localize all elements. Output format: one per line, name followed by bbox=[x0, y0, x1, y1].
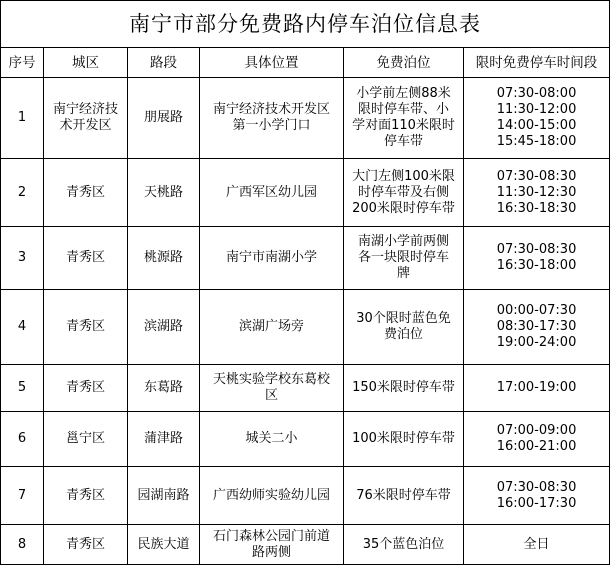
free-spots-line: 76米限时停车带 bbox=[356, 487, 451, 503]
row-number-cell: 5 bbox=[1, 365, 44, 412]
table-row bbox=[1, 412, 610, 467]
location-line: 城关二小 bbox=[245, 431, 298, 446]
time-period: 16:00-21:00 bbox=[496, 439, 577, 454]
free-spots-line: 30个限时蓝色免 bbox=[356, 311, 451, 326]
road-cell: 东葛路 bbox=[128, 365, 200, 412]
free-spots-line: 费泊位 bbox=[383, 327, 423, 342]
time-period: 11:30-12:30 bbox=[496, 184, 577, 200]
row-number-cell: 7 bbox=[1, 467, 44, 525]
free-spots-line: 南湖小学前两侧 bbox=[357, 234, 449, 249]
location-line: 路两侧 bbox=[251, 544, 291, 560]
road-cell: 桃源路 bbox=[128, 227, 200, 290]
free-spots-cell bbox=[344, 467, 464, 525]
location-cell bbox=[200, 467, 344, 525]
district-line: 南宁经济技 bbox=[52, 102, 118, 117]
row-number-cell: 8 bbox=[1, 525, 44, 565]
time-period: 07:00-09:00 bbox=[496, 423, 577, 438]
time-period: 07:30-08:30 bbox=[496, 242, 577, 257]
table-row bbox=[1, 159, 610, 227]
time-periods-cell bbox=[464, 412, 610, 467]
time-period: 16:30-18:30 bbox=[496, 200, 577, 216]
free-spots-line: 100米限时停车带 bbox=[352, 431, 455, 446]
time-period: 19:00-24:00 bbox=[496, 335, 577, 350]
district-line: 青秀区 bbox=[65, 184, 105, 200]
time-period: 00:00-07:30 bbox=[496, 303, 577, 318]
table-row bbox=[1, 467, 610, 525]
location-line: 第一小学门口 bbox=[232, 118, 311, 133]
free-spots-line: 200米限时停车带 bbox=[352, 200, 455, 216]
time-period: 全日 bbox=[523, 536, 550, 552]
district-line: 青秀区 bbox=[65, 250, 105, 265]
location-cell bbox=[200, 227, 344, 290]
time-period: 07:30-08:30 bbox=[496, 168, 577, 184]
road-cell: 民族大道 bbox=[128, 525, 200, 565]
location-line: 天桃实验学校东葛校 bbox=[212, 372, 330, 387]
time-periods-cell bbox=[464, 78, 610, 159]
header-free-spots: 免费泊位 bbox=[344, 48, 464, 78]
road-cell: 朋展路 bbox=[128, 78, 200, 159]
header-location: 具体位置 bbox=[200, 48, 344, 78]
free-spots-cell bbox=[344, 290, 464, 365]
time-periods-cell bbox=[464, 365, 610, 412]
location-line: 广西幼师实验幼儿园 bbox=[212, 487, 330, 503]
table-title: 南宁市部分免费路内停车泊位信息表 bbox=[1, 1, 610, 48]
header-time-periods: 限时免费停车时间段 bbox=[464, 48, 610, 78]
time-period: 07:30-08:30 bbox=[496, 479, 577, 495]
table-body bbox=[1, 78, 610, 565]
free-spots-line: 35个蓝色泊位 bbox=[362, 536, 445, 552]
table-row bbox=[1, 365, 610, 412]
free-spots-cell bbox=[344, 412, 464, 467]
time-periods-cell bbox=[464, 227, 610, 290]
time-period: 11:30-12:00 bbox=[496, 102, 577, 117]
road-cell: 园湖南路 bbox=[128, 467, 200, 525]
row-number-cell: 2 bbox=[1, 159, 44, 227]
header-row bbox=[1, 48, 610, 78]
location-cell bbox=[200, 365, 344, 412]
district-line: 青秀区 bbox=[65, 380, 105, 395]
time-periods-cell bbox=[464, 467, 610, 525]
time-period: 17:00-19:00 bbox=[496, 380, 577, 395]
free-spots-cell bbox=[344, 159, 464, 227]
location-line: 广西军区幼儿园 bbox=[225, 184, 317, 200]
row-number-cell: 3 bbox=[1, 227, 44, 290]
free-spots-line: 150米限时停车带 bbox=[352, 380, 455, 395]
district-cell bbox=[44, 227, 128, 290]
free-spots-line: 大门左侧100米限 bbox=[352, 168, 455, 184]
location-line: 南宁市南湖小学 bbox=[225, 250, 317, 265]
table-row bbox=[1, 227, 610, 290]
table-row bbox=[1, 290, 610, 365]
time-period: 08:30-17:30 bbox=[496, 319, 577, 334]
free-spots-line: 小学前左侧88米 bbox=[356, 86, 451, 101]
district-cell bbox=[44, 159, 128, 227]
time-period: 07:30-08:00 bbox=[496, 86, 577, 101]
road-cell: 天桃路 bbox=[128, 159, 200, 227]
district-cell bbox=[44, 78, 128, 159]
row-number-cell: 4 bbox=[1, 290, 44, 365]
table-row bbox=[1, 78, 610, 159]
district-line: 青秀区 bbox=[65, 319, 105, 334]
free-spots-cell bbox=[344, 78, 464, 159]
time-period: 16:30-18:00 bbox=[496, 258, 577, 273]
location-cell bbox=[200, 78, 344, 159]
row-number-cell: 1 bbox=[1, 78, 44, 159]
road-cell: 蒲津路 bbox=[128, 412, 200, 467]
district-cell bbox=[44, 290, 128, 365]
free-spots-line: 停车带 bbox=[383, 134, 423, 149]
row-number-cell: 6 bbox=[1, 412, 44, 467]
location-cell bbox=[200, 290, 344, 365]
location-cell bbox=[200, 412, 344, 467]
location-line: 区 bbox=[264, 388, 278, 403]
district-cell bbox=[44, 412, 128, 467]
time-period: 15:45-18:00 bbox=[496, 134, 577, 149]
time-periods-cell bbox=[464, 159, 610, 227]
time-periods-cell bbox=[464, 290, 610, 365]
free-spots-line: 学对面110米限时 bbox=[352, 118, 455, 133]
free-spots-line: 各一块限时停车 bbox=[357, 250, 449, 265]
free-spots-line: 限时停车带、小 bbox=[357, 102, 449, 117]
free-spots-line: 牌 bbox=[396, 266, 410, 281]
header-road: 路段 bbox=[128, 48, 200, 78]
time-period: 16:00-17:30 bbox=[496, 495, 577, 511]
header-no: 序号 bbox=[1, 48, 44, 78]
district-line: 邕宁区 bbox=[65, 431, 105, 446]
free-spots-line: 时停车带及右侧 bbox=[357, 184, 449, 200]
district-line: 术开发区 bbox=[59, 118, 112, 133]
free-spots-cell bbox=[344, 227, 464, 290]
road-cell: 滨湖路 bbox=[128, 290, 200, 365]
district-cell bbox=[44, 365, 128, 412]
district-line: 青秀区 bbox=[65, 536, 105, 552]
time-period: 14:00-15:00 bbox=[496, 118, 577, 133]
location-line: 南宁经济技术开发区 bbox=[212, 102, 330, 117]
free-spots-cell bbox=[344, 365, 464, 412]
location-line: 滨湖广场旁 bbox=[238, 319, 304, 334]
location-cell bbox=[200, 159, 344, 227]
district-line: 青秀区 bbox=[65, 487, 105, 503]
header-district: 城区 bbox=[44, 48, 128, 78]
district-cell bbox=[44, 467, 128, 525]
location-line: 石门森林公园门前道 bbox=[212, 528, 330, 544]
